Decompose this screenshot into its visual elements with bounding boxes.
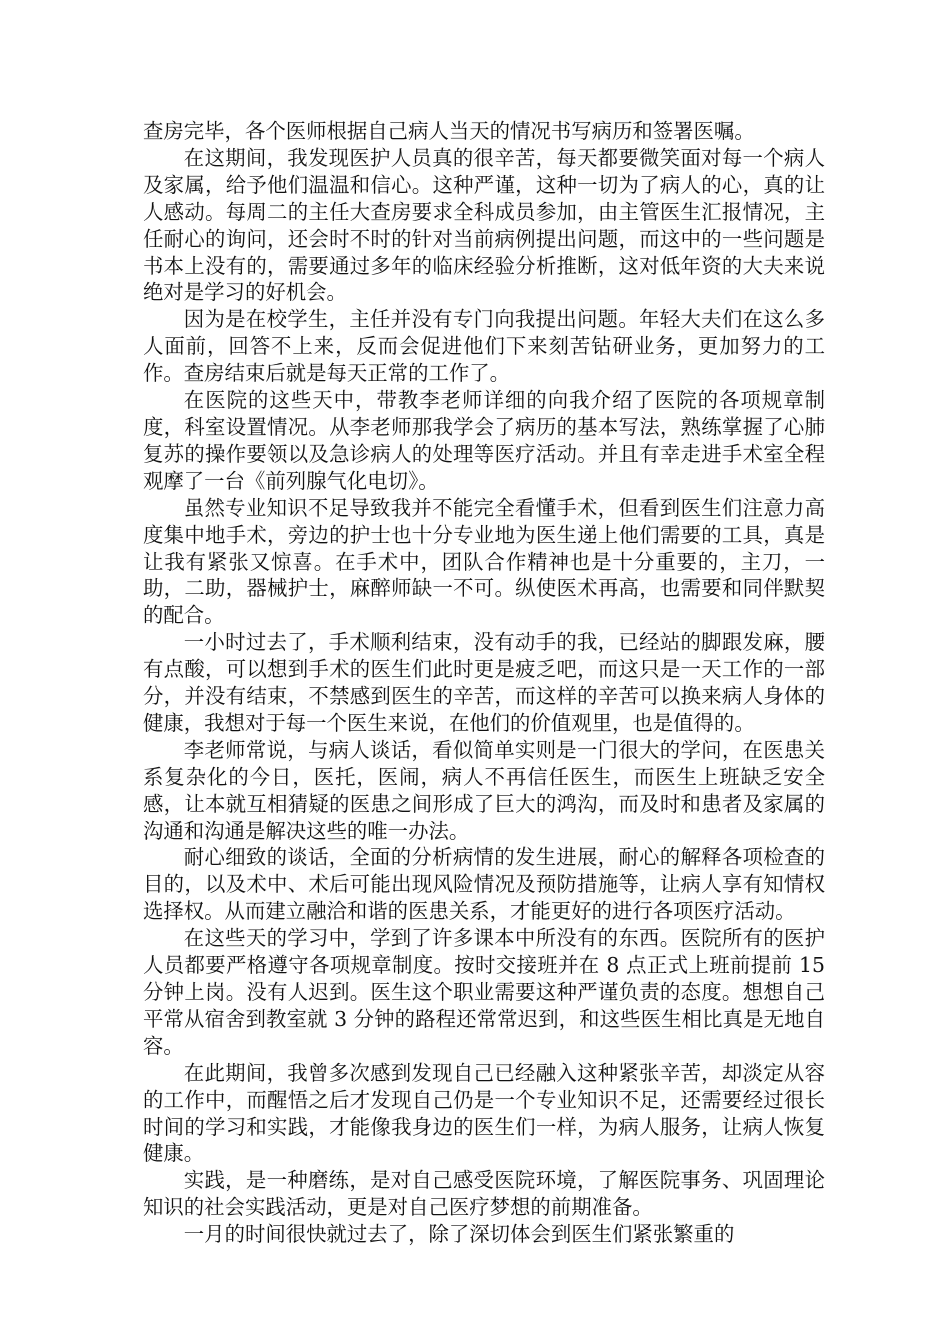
- paragraph-continued: 查房完毕，各个医师根据自己病人当天的情况书写病历和签署医嘱。: [143, 119, 755, 143]
- paragraph: 一小时过去了，手术顺利结束，没有动手的我，已经站的脚跟发麻，腰有点酸，可以想到手术的医生们此时更是疲乏吧，而这只是一天工作的一部分，并没有结束，不禁感到医生的辛苦，而这样的辛苦可以换来病人身体的健康，我想对于每一个医生来说，在他们的价值观里，也是值得的。: [143, 630, 825, 735]
- document-page: [143, 118, 825, 1248]
- paragraph: 在这期间，我发现医护人员真的很辛苦，每天都要微笑面对每一个病人及家属，给予他们温温和信心。这种严谨，这种一切为了病人的心，真的让人感动。每周二的主任大查房要求全科成员参加，由主管医生汇报情况，主任耐心的询问，还会时不时的针对当前病例提出问题，而这中的一些问题是书本上没有的，需要通过多年的临床经验分析推断，这对低年资的大夫来说绝对是学习的好机会。: [143, 145, 825, 305]
- paragraph: 虽然专业知识不足导致我并不能完全看懂手术，但看到医生们注意力高度集中地手术，旁边的护士也十分专业地为医生递上他们需要的工具，真是让我有紧张又惊喜。在手术中，团队合作精神也是十分重要的，主刀，一助，二助，器械护士，麻醉师缺一不可。纵使医术再高，也需要和同伴默契的配合。: [143, 495, 825, 628]
- paragraph: 一月的时间很快就过去了，除了深切体会到医生们紧张繁重的: [183, 1222, 735, 1247]
- paragraph: 在医院的这些天中，带教李老师详细的向我介绍了医院的各项规章制度，科室设置情况。从李老师那我学会了病历的基本写法，熟练掌握了心肺复苏的操作要领以及急诊病人的处理等医疗活动。并且有幸走进手术室全程观摩了一台《前列腺气化电切》。: [143, 388, 825, 493]
- paragraph: 因为是在校学生，主任并没有专门向我提出问题。年轻大夫们在这么多人面前，回答不上来，反而会促进他们下来刻苦钻研业务，更加努力的工作。查房结束后就是每天正常的工作了。: [143, 307, 825, 386]
- paragraph: 在这些天的学习中，学到了许多课本中所没有的东西。医院所有的医护人员都要严格遵守各项规章制度。按时交接班并在 8 点正式上班前提前 15 分钟上岗。没有人迟到。医生这个职业需要这种严谨负责的态度。想想自己平常从宿舍到教室就 3 分钟的路程还常常迟到，和这些医生相比真是无地自容。: [143, 926, 825, 1058]
- paragraph: 耐心细致的谈话，全面的分析病情的发生进展，耐心的解释各项检查的目的，以及术中、术后可能出现风险情况及预防措施等，让病人享有知情权选择权。从而建立融洽和谐的医患关系，才能更好的进行各项医疗活动。: [143, 845, 825, 924]
- paragraph: 实践，是一种磨练，是对自己感受医院环境，了解医院事务、巩固理论知识的社会实践活动，更是对自己医疗梦想的前期准备。: [143, 1168, 825, 1220]
- paragraph: 李老师常说，与病人谈话，看似简单实则是一门很大的学问，在医患关系复杂化的今日，医托，医闹，病人不再信任医生，而医生上班缺乏安全感，让本就互相猜疑的医患之间形成了巨大的鸿沟，而及时和患者及家属的沟通和沟通是解决这些的唯一办法。: [143, 737, 825, 843]
- paragraph: 在此期间，我曾多次感到发现自己已经融入这种紧张辛苦，却淡定从容的工作中，而醒悟之后才发现自己仍是一个专业知识不足，还需要经过很长时间的学习和实践，才能像我身边的医生们一样，为病人服务，让病人恢复健康。: [143, 1060, 825, 1166]
